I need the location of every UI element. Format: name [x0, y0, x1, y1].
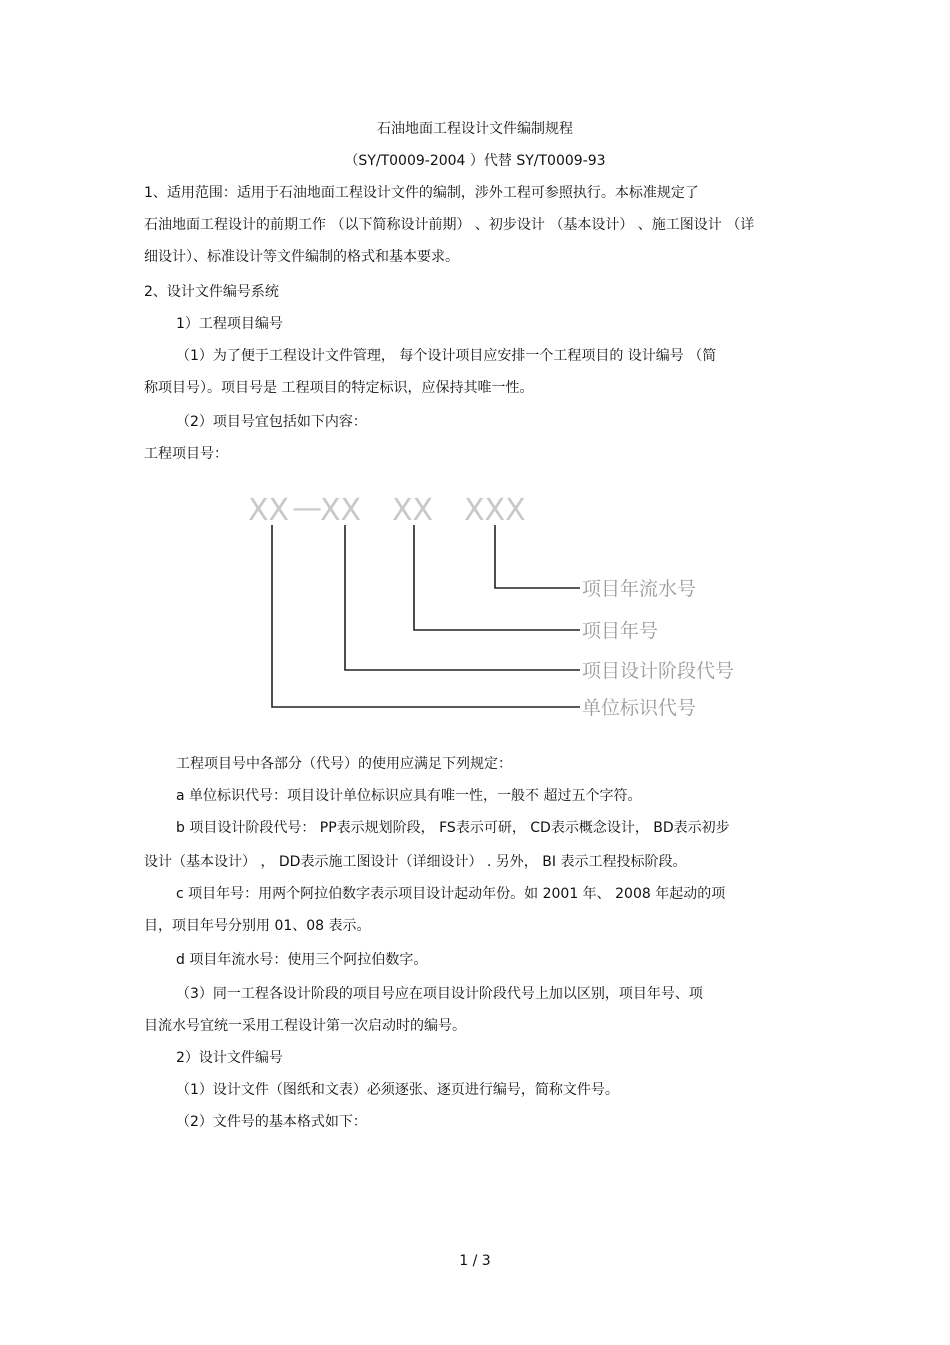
- code-part-serial: XXX: [464, 493, 526, 528]
- subsection-project-number: 1）工程项目编号: [176, 316, 283, 332]
- code-part-dash: —: [292, 491, 322, 526]
- code-part-year: XX: [392, 493, 434, 528]
- rule-b-line1: b 项目设计阶段代号： PP表示规划阶段， FS表示可研， CD表示概念设计， BD表示初步: [176, 820, 730, 836]
- para3-line1: （3）同一工程各设计阶段的项目号应在项目设计阶段代号上加以区别，项目年号、项: [176, 986, 703, 1002]
- document-subtitle: （SY/T0009-2004 ）代替 SY/T0009-93: [344, 153, 606, 169]
- leader-line-unit: [272, 525, 580, 707]
- leader-line-year: [414, 525, 580, 630]
- rules-intro: 工程项目号中各部分（代号）的使用应满足下列规定：: [176, 756, 512, 772]
- para1-line1: （1）为了便于工程设计文件管理， 每个设计项目应安排一个工程项目的 设计编号 （简: [176, 348, 717, 364]
- section1-line3: 细设计）、标准设计等文件编制的格式和基本要求。: [144, 249, 459, 265]
- para5: （2）文件号的基本格式如下：: [176, 1114, 367, 1130]
- rule-c-line1: c 项目年号：用两个阿拉伯数字表示项目设计起动年份。如 2001 年、 2008 年起动的项: [176, 886, 726, 902]
- rule-d: d 项目年流水号：使用三个阿拉伯数字。: [176, 952, 428, 968]
- para2: （2）项目号宜包括如下内容：: [176, 414, 367, 430]
- subsection-file-number: 2）设计文件编号: [176, 1050, 283, 1066]
- rule-b-line2: 设计（基本设计） ， DD表示施工图设计（详细设计） . 另外， BI 表示工程投标阶段。: [144, 854, 687, 870]
- rule-c-line2: 目，项目年号分别用 01、08 表示。: [144, 918, 371, 934]
- para1-line2: 称项目号）。项目号是 工程项目的特定标识，应保持其唯一性。: [144, 380, 534, 396]
- para4: （1）设计文件（图纸和文表）必须逐张、逐页进行编号，简称文件号。: [176, 1082, 619, 1098]
- code-part-unit: XX: [248, 493, 290, 528]
- section2-heading: 2、设计文件编号系统: [144, 284, 279, 300]
- project-number-label: 工程项目号：: [144, 446, 228, 462]
- section1-line1: 1、适用范围：适用于石油地面工程设计文件的编制，涉外工程可参照执行。本标准规定了: [144, 185, 699, 201]
- label-unit: 单位标识代号: [582, 697, 697, 719]
- label-serial: 项目年流水号: [582, 578, 697, 600]
- leader-line-serial: [495, 525, 580, 588]
- document-title: 石油地面工程设计文件编制规程: [377, 121, 573, 137]
- label-year: 项目年号: [582, 620, 659, 642]
- code-part-stage: XX: [320, 493, 362, 528]
- page-number: 1 / 3: [459, 1253, 491, 1269]
- rule-a: a 单位标识代号：项目设计单位标识应具有唯一性，一般不 超过五个字符。: [176, 788, 642, 804]
- label-stage: 项目设计阶段代号: [582, 660, 735, 682]
- section1-line2: 石油地面工程设计的前期工作 （以下简称设计前期） 、初步设计 （基本设计） 、施工图设计 （详: [144, 217, 755, 233]
- leader-line-stage: [345, 525, 580, 670]
- para3-line2: 目流水号宜统一采用工程设计第一次启动时的编号。: [144, 1018, 466, 1034]
